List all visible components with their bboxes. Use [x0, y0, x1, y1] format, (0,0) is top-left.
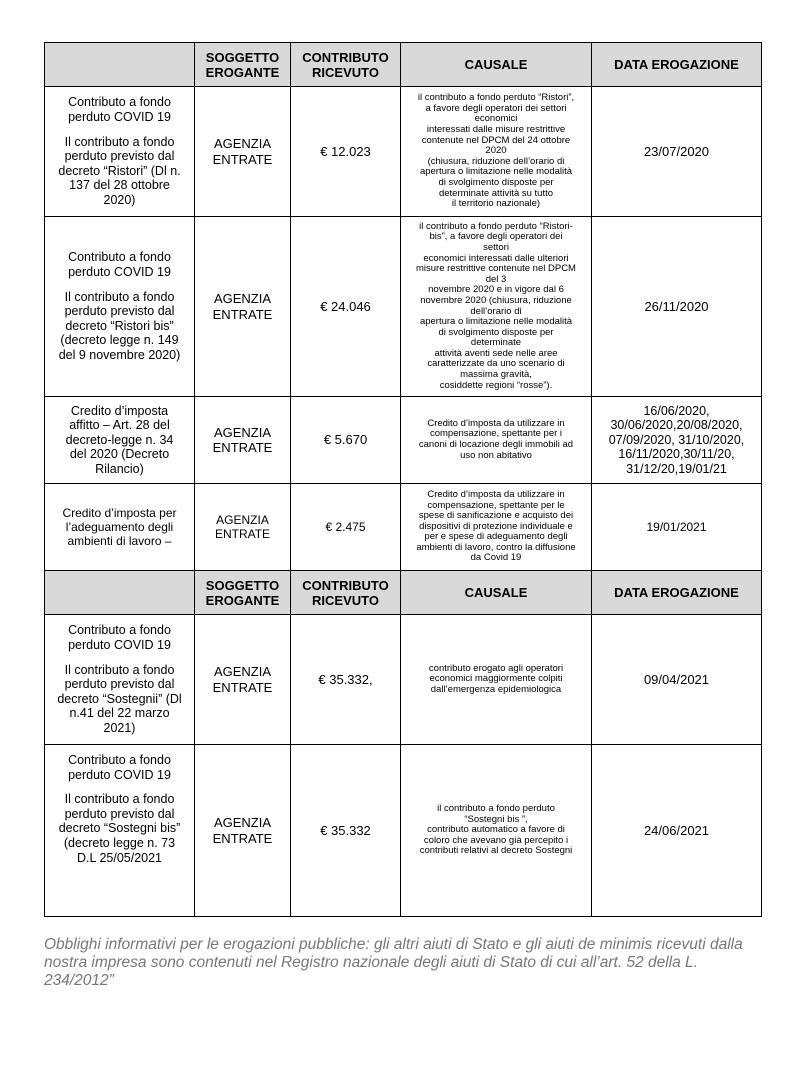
description-cell: [45, 745, 195, 917]
data-cell: 24/06/2021: [592, 745, 762, 917]
header-data: DATA EROGAZIONE: [592, 43, 762, 87]
description-cell: [45, 87, 195, 217]
contributo-cell: € 35.332,: [291, 615, 401, 745]
row-detail: Il contributo a fondo perduto previsto dal decreto “Ristori” (Dl n. 137 del 28 ottobre 2020): [58, 134, 181, 207]
table-row: [45, 484, 762, 571]
table-row: [45, 745, 762, 917]
row-title: Contributo a fondo perduto COVID 19: [68, 753, 171, 782]
header-contributo: CONTRIBUTO RICEVUTO: [291, 43, 401, 87]
soggetto-cell: AGENZIA ENTRATE: [195, 217, 291, 397]
description-cell: Credito d’imposta per l’adeguamento degli ambienti di lavoro –: [45, 484, 195, 571]
description-cell: [45, 217, 195, 397]
table-header-row: [45, 43, 762, 87]
data-cell: 19/01/2021: [592, 484, 762, 571]
data-cell: 09/04/2021: [592, 615, 762, 745]
soggetto-cell: AGENZIA ENTRATE: [195, 745, 291, 917]
data-cell: 23/07/2020: [592, 87, 762, 217]
contributo-cell: € 5.670: [291, 397, 401, 484]
header-contributo: CONTRIBUTO RICEVUTO: [291, 571, 401, 615]
data-cell: 16/06/2020, 30/06/2020,20/08/2020, 07/09/2020, 31/10/2020, 16/11/2020,30/11/20, 31/12/20,19/01/21: [592, 397, 762, 484]
row-detail: Il contributo a fondo perduto previsto dal decreto “Sostegni bis” (decreto legge n. 73 D.L 25/05/2021: [58, 792, 181, 865]
soggetto-cell: AGENZIA ENTRATE: [195, 615, 291, 745]
row-title: Contributo a fondo perduto COVID 19: [68, 623, 171, 653]
aid-table: [44, 42, 762, 917]
description-cell: [45, 615, 195, 745]
contributo-cell: € 12.023: [291, 87, 401, 217]
header-empty-cell: [45, 571, 195, 615]
causale-cell: il contributo a fondo perduto “Ristori- bis”, a favore degli operatori dei settori economici interessati dalle ulteriori misure restrittive contenute nel DPCM del 3 novembre 2020 e in vigore dal 6 novembre 2020 (chiusura, riduzione dell’orario di apertura o limitazione nelle modalità di svolgimento disposte per determinate attività aventi sede nelle aree caratterizzate da uno scenario di massima gravità, cosiddette regioni “rosse”).: [401, 217, 592, 397]
causale-cell: contributo erogato agli operatori economici maggiormente colpiti dall’emergenza epidemiologica: [401, 615, 592, 745]
data-cell: 26/11/2020: [592, 217, 762, 397]
soggetto-cell: AGENZIA ENTRATE: [195, 397, 291, 484]
header-data: DATA EROGAZIONE: [592, 571, 762, 615]
row-detail: Il contributo a fondo perduto previsto dal decreto “Ristori bis” (decreto legge n. 149 del 9 novembre 2020): [58, 289, 181, 362]
row-title: Contributo a fondo perduto COVID 19: [68, 250, 171, 280]
table-header-row: [45, 571, 762, 615]
header-empty-cell: [45, 43, 195, 87]
row-title: Contributo a fondo perduto COVID 19: [68, 95, 171, 125]
causale-cell: Credito d’imposta da utilizzare in compensazione, spettante per le spese di sanificazione e acquisto dei dispositivi di protezione individuale e per e spese di adeguamento degli ambienti di lavoro, contro la diffusione da Covid 19: [401, 484, 592, 571]
table-row: [45, 397, 762, 484]
header-causale: CAUSALE: [401, 571, 592, 615]
soggetto-cell: AGENZIA ENTRATE: [195, 484, 291, 571]
footer-note: Obblighi informativi per le erogazioni pubbliche: gli altri aiuti di Stato e gli aiuti de minimis ricevuti dalla nostra impresa sono contenuti nel Registro nazionale degli aiuti di Stato di cui all’art. 52 della L. 234/2012”: [44, 936, 743, 989]
contributo-cell: € 2.475: [291, 484, 401, 571]
soggetto-cell: AGENZIA ENTRATE: [195, 87, 291, 217]
table-row: [45, 615, 762, 745]
contributo-cell: € 35.332: [291, 745, 401, 917]
header-soggetto: SOGGETTO EROGANTE: [195, 571, 291, 615]
contributo-cell: € 24.046: [291, 217, 401, 397]
causale-cell: il contributo a fondo perduto “Ristori”, a favore degli operatori dei settori economici interessati dalle misure restrittive contenute nel DPCM del 24 ottobre 2020 (chiusura, riduzione dell’orario di apertura o limitazione nelle modalità di svolgimento disposte per determinate attività su tutto il territorio nazionale): [401, 87, 592, 217]
row-detail: Il contributo a fondo perduto previsto dal decreto “Sostegnii” (Dl n.41 del 22 marzo 2021): [57, 662, 182, 735]
description-cell: Credito d’imposta affitto – Art. 28 del decreto-legge n. 34 del 2020 (Decreto Rilancio): [45, 397, 195, 484]
table-row: [45, 87, 762, 217]
header-soggetto: SOGGETTO EROGANTE: [195, 43, 291, 87]
causale-cell: il contributo a fondo perduto “Sostegni bis ”, contributo automatico a favore di coloro che avevano già percepito i contributi relativi al decreto Sostegni: [401, 745, 592, 917]
table-row: [45, 217, 762, 397]
causale-cell: Credito d’imposta da utilizzare in compensazione, spettante per i canoni di locazione degli immobili ad uso non abitativo: [401, 397, 592, 484]
header-causale: CAUSALE: [401, 43, 592, 87]
